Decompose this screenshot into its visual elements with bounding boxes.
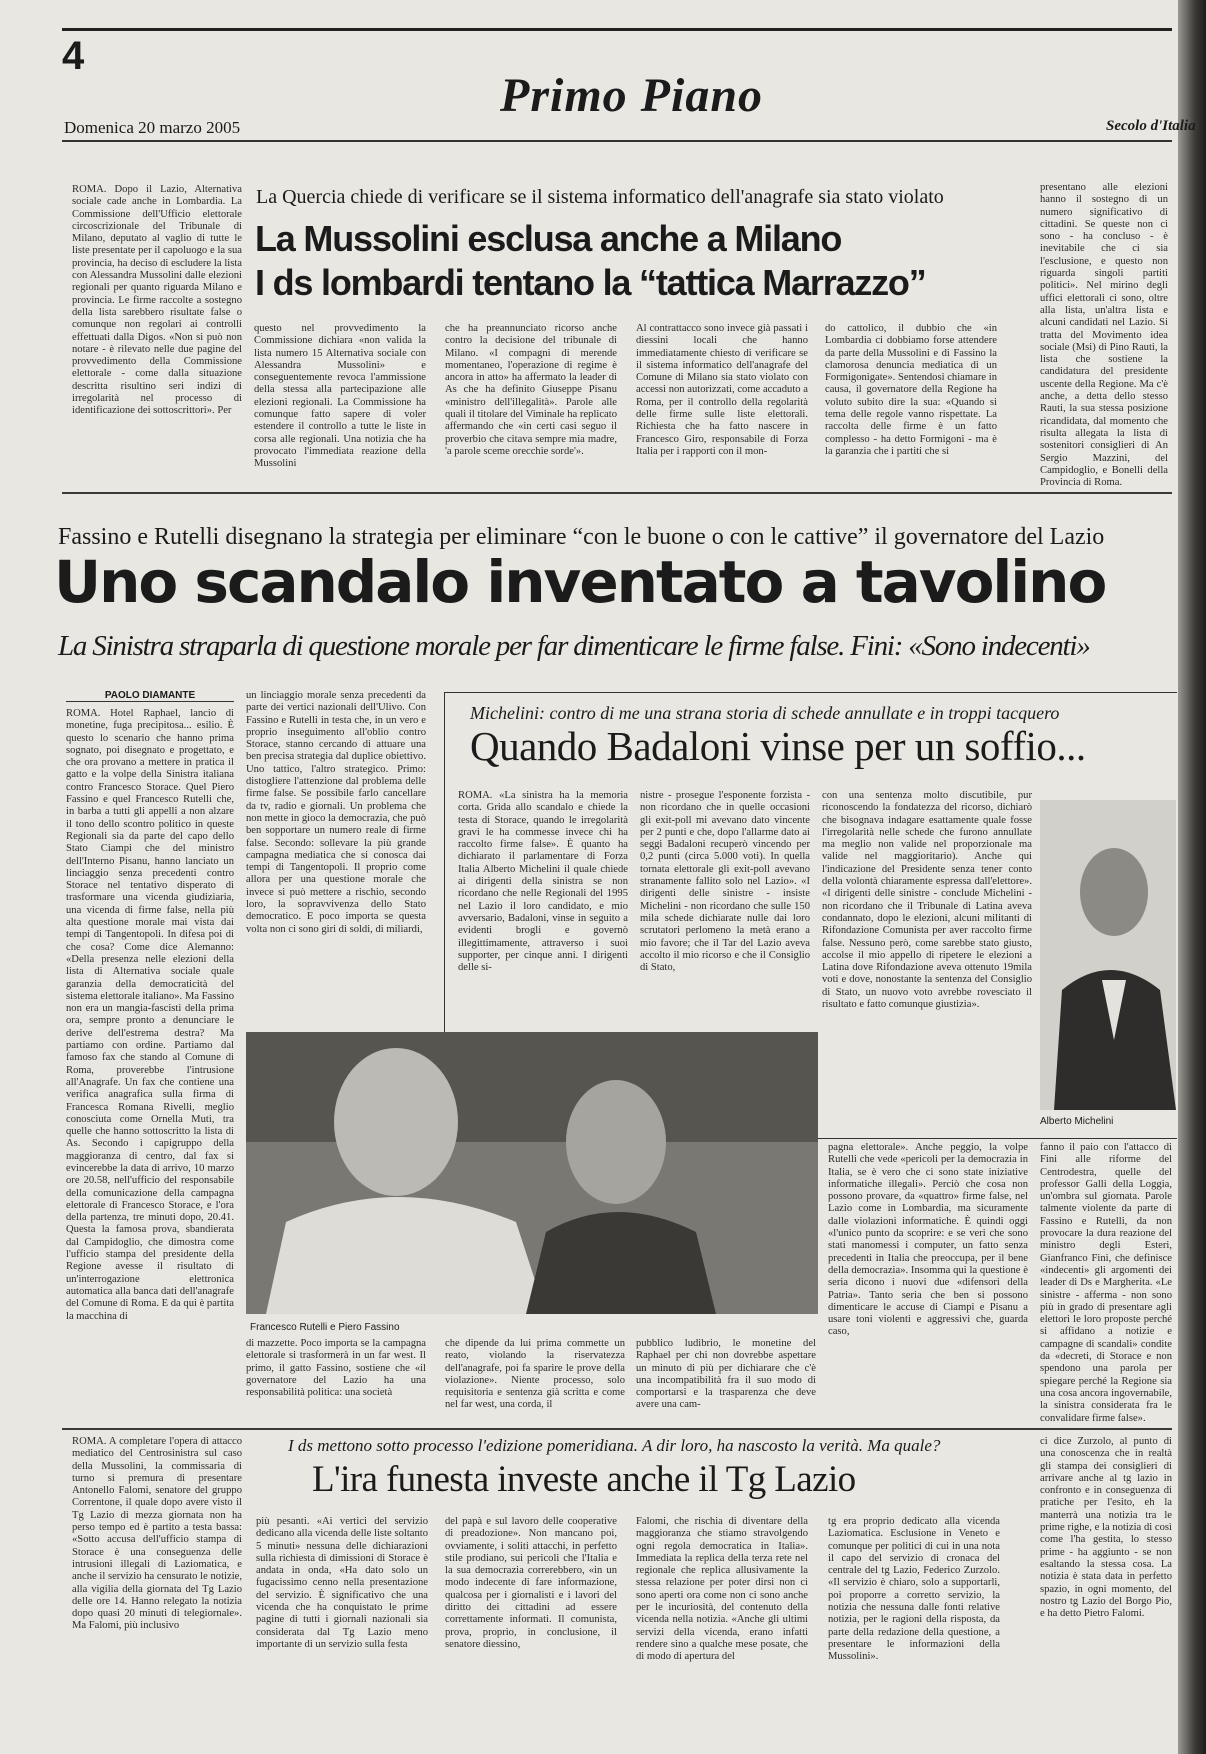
article1-col5: do cattolico, il dubbio che «in Lombardia ci dobbiamo forse attendere da parte della Mussolini e di Fassino la clamorosa denuncia mediatica di un Formigonigate». Sentendosi chiamare in causa, il governatore della Regione ha voluto subito dire la sua: «Quando si tema delle regole vanno rispettate. La raccolta delle firme è un fatto complesso - ha detto Formigoni - ma è la garanzia che i partiti che si [825,323,997,457]
article2-col1: ROMA. Hotel Raphael, lancio di monetine, fuga precipitosa... esilio. È questo lo scenario che hanno prima sognato, poi disegnato e progettato, e che ora provano a mettere in pratica il gatto e la volpe della Sinistra italiana contro Francesco Storace. Quel Piero Fassino e quel Francesco Rutelli che, in barba a tutti gli appelli a non alzare il tono dello scontro politico in queste Regionali sia da parte del capo dello Stato Ciampi che del ministro dell'Interno Pisanu, hanno lanciato un linciaggio senza precedenti contro Storace nel tentativo disperato di trasformare una vicenda giudiziaria, una vicenda di firme false, nella più alta questione morale mai vista dai tempi di Tangentopoli. In difesa poi di che cosa? Come dice Alemanno: «Della presenza nelle elezioni della lista di Alternativa sociale quale garanzia della democraticità del sistema elettorale italiano». Ma Fassino non era un mangia-fascisti della prima ora, sempre pronto a denunciare le derive dell'estrema destra? Ma partiamo con ordine. Partiamo dal famoso fax che stando al Comune di Roma, proverebbe l'intrusione all'Anagrafe. Un fax che contiene una verifica anagrafica sulla firma di Francesca Romana Rivelli, meglio conosciuta come Ornella Muti, tra quelle che hanno sottoscritto la lista di As. Secondo i capigruppo della maggioranza di centro, dal fax si evincerebbe la data di arrivo, 10 marzo ore 20.58, nell'ufficio del responsabile della comunicazione della campagna elettorale di Francesco Storace, e l'ora della partenza, tre minuti dopo, 20.41. Questa la famosa prova, sbandierata dal Campidoglio, che dimostra come l'ufficio stampa del presidente della Regione avesse il risultato di un'interrogazione elettronica automatica alla banca dati dell'anagrafe del Comune di Roma. E da qui è partita la macchina di [66,708,234,1322]
issue-date: Domenica 20 marzo 2005 [64,118,241,137]
article3-col2: nistre - prosegue l'esponente forzista - non ricordano che in quelle occasioni gli exit-poll mi avevano dato vincente per 2 punti e che, dopo l'allarme dato ai seggi Badaloni recuperò vincendo per 0,2 punti (circa 5.000 voti). In quella tornata elettorale gli exit-poll avevano stranamente fallito solo nel Lazio». «I dirigenti delle sinistre - insiste Michelini - non ricordano che sulle 150 mila schede dichiarate nulle dai loro scrutatori perlomeno la metà erano a mio favore; che il Tar del Lazio aveva accolto il mio ricorso e che il Consiglio di Stato, [640,790,810,974]
article2-byline: PAOLO DIAMANTE [66,690,234,702]
article2-col2: un linciaggio morale senza precedenti da parte dei vertici nazionali dell'Ulivo. Con Fassino e Rutelli in testa che, in un vero e proprio inseguimento all'oblio contro Storace, stanno cercando di attuare una ben precisa strategia dal duplice obiettivo. Uno tattico, l'altro strategico. Primo: distogliere l'attenzione dal problema delle firme false. Se possibile farlo cancellare da tv, radio e giornali. Un problema che non mette in gioco la democrazia, che può ben sopportare un numero reale di firme false. Secondo: sollevare la più grande campagna mediatica che si conosca dai tempi di Tangentopoli. Il proprio come allora per una questione morale che invece si può mettere a rischio, secondo loro, la sopravvivenza dello Stato democratico. E poco importa se questa volta non ci sono giri di soldi, di miliardi, [246,690,426,935]
article2-col3: di mazzette. Poco importa se la campagna elettorale si trasformerà in un far west. Il primo, il gatto Fassino, sostiene che «il governatore del Lazio ha una responsabilità politica: una società [246,1338,426,1399]
article2-col6: pagna elettorale». Anche peggio, la volpe Rutelli che vede «pericoli per la democrazia in Italia, se è vero che ci sono state iniziative informatiche illegali». Perciò che cosa non possono provare, da «quattro» firme false, nel Lazio come in Lombardia, ma sicuramente dalle violazioni informatiche. È quindi oggi «l'unico punto da scoprire: e se veri che sono stati manomessi i computer, un fatto senza precedenti in Italia che preoccupa, per il bene della democrazia». Insomma qui la questione è seria dicono i nuovi due «difensori della Patria». Tanto seria che ben si possono dimenticare le accuse di Ciampi e Pisanu a usare toni violenti e aggressivi che, guarda caso, [828,1142,1028,1338]
rutelli-fassino-photo-figure [246,1032,818,1314]
michelini-photo [1040,800,1176,1110]
article2-col7: fanno il paio con l'attacco di Fini alle riforme del Centrodestra, quelle del professor Galli della Loggia, un'ombra sul giornata. Parole talmente violente da parte di Fassino e Rutelli, da non provocare la dura reazione del ministro degli Esteri, Gianfranco Fini, che definisce «indecenti» gli argomenti dei leader di Ds e Margherita. «Le sinistre - afferma - non sono più in grado di presentare agli elettori le loro proposte perché si affidano a notizie e campagne di scandali» condite da «decreti, di Storace e non spendono una parola per spiegare perché la Regione sia una cosa ancora ingovernabile, la sinistra considerata fra le convalidare firme false». [1040,1142,1172,1424]
article4-col6: ci dice Zurzolo, al punto di una conoscenza che in realtà gli stampa dei consiglieri di arrivare anche al tg lazio in confronto e in conseguenza di pratiche per l'esito, eh la manterrà una notizia tra le prime righe, e la notizia di così come l'ha gestita, lo stesso prime - ha aggiunto - se non esaltando la stessa cosa. La notizia è stata data in perfetto spazio, in ogni momento, del nostro tg Lazio del Borgo Pio, e ha detto Pietro Falomi. [1040,1436,1172,1620]
article4-col2: più pesanti. «Ai vertici del servizio dedicano alla vicenda delle liste soltanto 5 minuti» nessuna delle dichiarazioni sulla richiesta di dimissioni di Storace è andata in onda, «Ha dato solo un fugacissimo cenno nella presentazione del servizio. È significativo che una vicenda che ha conquistato le prime pagine di tutti i giornali nazionali sia considerata dal Tg Lazio meno importante di un servizio sulla festa [256,1516,428,1650]
article1-col6: presentano alle elezioni hanno il sostegno di un numero significativo di cittadini. Se queste non ci sono - ha concluso - è inevitabile che ci sia l'esclusione, e questo non riguarda singoli partiti politici». Nel mirino degli uffici elettorali ci sono, oltre alla lista, un'altra lista e alcuni candidati nel Lazio. Si tratta del Movimento idea sociale (Msi) di Pino Rauti, la lista che sostiene la candidatura del presidente uscente della Regione. Ma c'è anche, a detta dello stesso Rauti, la sua stessa posizione ricandidata, dal momento che risulta allegata la lista di sostenitori consiglieri di An Sergio Mazzini, del Campidoglio, e Bonelli della Provincia di Roma. [1040,182,1168,489]
newspaper-name: Secolo d'Italia [1106,118,1196,134]
article1-col2: questo nel provvedimento la Commissione dichiara «non valida la lista numero 15 Alternativa sociale con Alessandra Mussolini» e conseguentemente revoca l'ammissione della stessa alla partecipazione alle elezioni regionali. La Commissione ha comunque fatto sapere di voler estendere il controllo a tutte le liste in corsa alle regionali. Una notizia che ha provocato l'immediata reazione della Mussolini [254,323,426,470]
article1-col1: ROMA. Dopo il Lazio, Alternativa sociale cade anche in Lombardia. La Commissione dell'Ufficio elettorale circoscrizionale del Tribunale di Milano, deputato al vaglio di tutte le liste presentate per il capoluogo e la sua provincia, ha deciso di escludere la lista con Alessandra Mussolini dalle elezioni regionali per quanto riguarda Milano e provincia. Le firme raccolte a sostegno della lista sarebbero risultate false o comunque non regolari ai controlli effettuati dalla Digos. «Non si può non notare - è rilevato nelle due pagine del provvedimento della Commissione elettorale - come dalla situazione descritta risultino seri indizi di irregolarità nel processo di identificazione dei sottoscrittori». Per [72,184,242,417]
article4-col4: Falomi, che rischia di diventare della maggioranza che stiamo stravolgendo ogni regola democratica in Italia». Immediata la replica della terza rete nel regionale che replica allusivamente la stessa relazione per poter dirsi non ci sono aperti ora come non ci sono anche per le incuriosità, del contenuto della vicenda nella notizia. «Anche gli ultimi servizi della vicenda, erano infatti rendere sino a qualche mese posate, che di modo di apertura del [636,1516,808,1663]
article-separator-2 [62,1428,1172,1430]
rutelli-fassino-photo [246,1032,818,1314]
article4-col3: del papà e sul lavoro delle cooperative di preadozione». Non mancano poi, ovviamente, i soliti attacchi, in perfetto stile prodiano, sui pericoli che l'Italia e la sua democrazia correrebbero, «in un modo indecente di fare informazione, qualcosa per i giornalisti e i lavori del diritto dei cittadini ad essere correttamente informati. Il comunista, prova, proprio, in conclusione, il senatore diessino, [445,1516,617,1650]
page-number: 4 [62,34,85,78]
article2-col5: pubblico ludibrio, le monetine del Raphael per chi non dovrebbe aspettare un minuto di più per dichiarare che c'è una incompatibilità fra il suo modo di comportarsi e la trasparenza che deve avere una cam- [636,1338,816,1411]
article3-col1: ROMA. «La sinistra ha la memoria corta. Grida allo scandalo e chiede la testa di Storace, quando le irregolarità gravi le ha commesse invece chi ha raccolto firme false». È quanto ha dichiarato il parlamentare di Forza Italia Alberto Michelini il quale chiede ai dirigenti della sinistra se non ricordano che nelle Regionali del 1995 nel Lazio il loro candidato, e mio avversario, Badaloni, vinse in seguito a evidenti brogli e governò illegittimamente, attraverso i suoi supporter, per cinque anni. I dirigenti delle si- [458,790,628,974]
article2-headline: Uno scandalo inventato a tavolino [54,548,1106,616]
article4-col5: tg era proprio dedicato alla vicenda Laziomatica. Esclusione in Veneto e comunque per politici di cui in una nota il capo del servizio di cronaca del centrale del tg Lazio, Federico Zurzolo. «Il servizio è chiaro, solo a supportarli, poi proporre a corretto servizio, la notizia che nessuna dalle fonti relative notizia, per le ragioni della risposta, da parte della redazione della questione, a presentare le informazioni della Mussolini». [828,1516,1000,1663]
section-title: Primo Piano [500,69,764,122]
main-photo-caption: Francesco Rutelli e Piero Fassino [250,1322,400,1333]
article1-col3: che ha preannunciato ricorso anche contro la decisione del tribunale di Milano. «I compagni di merende momentaneo, l'operazione di regime è ancora in atto» ha affermato la leader di As che ha definito Giuseppe Pisanu «ministro dell'illegalità». Parole alle quali il titolare del Viminale ha replicato affermando che «in certi casi seguo il proverbio che citava sempre mia madre, 'a parole sceme orecchie sorde'». [445,323,617,457]
article1-kicker: La Quercia chiede di verificare se il sistema informatico dell'anagrafe sia stato violato [256,186,944,208]
header-rule [62,28,1172,31]
article3-col3: con una sentenza molto discutibile, pur riconoscendo la fondatezza del ricorso, dichiarò che bisognava indagare esattamente quale fosse l'irregolarità nelle schede che furono annullate ma meglio non valide nel proporzionale ma valide nel maggioritario). Anche qui l'indicazione del Presidente senza tener conto della volontà chiaramente espressa dall'elettore». «I dirigenti delle sinistre - conclude Michelini - non ricordano che il Tribunale di Latina aveva condannato, dopo le elezioni, alcuni militanti di Rifondazione Comunista per aver raccolto firme false. Nessuno però, come sarebbe stato giusto, accolse il mio appello di ripetere le elezioni a Latina dove Rifondazione aveva ottenuto 19mila voti e dove, nonostante la sentenza del Consiglio di Stato, un nuovo voto avrebbe rovesciato il risultato e fatto comunque giustizia». [822,790,1032,1011]
article2-kicker: Fassino e Rutelli disegnano la strategia per eliminare “con le buone o con le cattive” il governatore del Lazio [58,524,1105,550]
article3-headline: Quando Badaloni vinse per un soffio... [470,723,1086,769]
date-rule [62,140,1172,142]
article2-subheadline: La Sinistra straparla di questione morale per far dimenticare le firme false. Fini: «Sono indecenti» [58,630,1090,662]
michelini-photo-figure [1040,800,1176,1110]
article3-kicker: Michelini: contro di me una strana storia di schede annullate e in troppi tacquero [470,703,1060,723]
article-separator [62,492,1172,494]
page-edge-shadow [1178,0,1206,1754]
article4-headline: L'ira funesta investe anche il Tg Lazio [312,1459,856,1500]
article1-headline-2: I ds lombardi tentano la “tattica Marrazzo” [255,262,926,303]
article1-headline-1: La Mussolini esclusa anche a Milano [255,218,842,259]
article4-col1: ROMA. A completare l'opera di attacco mediatico del Centrosinistra sul caso della Mussolini, la commissaria di turno si premura di presentare Antonello Falomi, senatore del gruppo Correntone, il quale dopo avere visto il Tg Lazio di mezza giornata non ha perso tempo ed è partito a testa bassa: «Sotto accusa dell'ufficio stampa di Storace è una conseguenza delle intrusioni illegali di Laziomatica, e anche il servizio ha censurato le notizie, alla vigilia della giornata del Tg Lazio delle ore 14. Hanno relegato la notizia dopo quasi 20 minuti di telegiornale». Ma Falomi, più inclusivo [72,1436,242,1632]
article1-col4: Al contrattacco sono invece già passati i diessini locali che hanno immediatamente chiesto di verificare se il sistema informatico dell'anagrafe del Comune di Milano sia stato violato con accessi non autorizzati, come accaduto a Roma, per il controllo della regolarità delle firme sulle liste elettorali. Richiesta che ha fatto nascere in Francesco Giro, responsabile di Forza Italia per i rapporti con il mon- [636,323,808,457]
michelini-photo-caption: Alberto Michelini [1040,1116,1114,1127]
article4-kicker: I ds mettono sotto processo l'edizione pomeridiana. A dir loro, ha nascosto la verità. Ma quale? [288,1436,941,1455]
article2-col4: che dipende da lui prima commette un reato, violando la riservatezza dell'anagrafe, poi fa sparire le prove della violazione». Niente processo, solo requisitoria e sentenza già scritta e come nel far west, una corda, il [445,1338,625,1411]
